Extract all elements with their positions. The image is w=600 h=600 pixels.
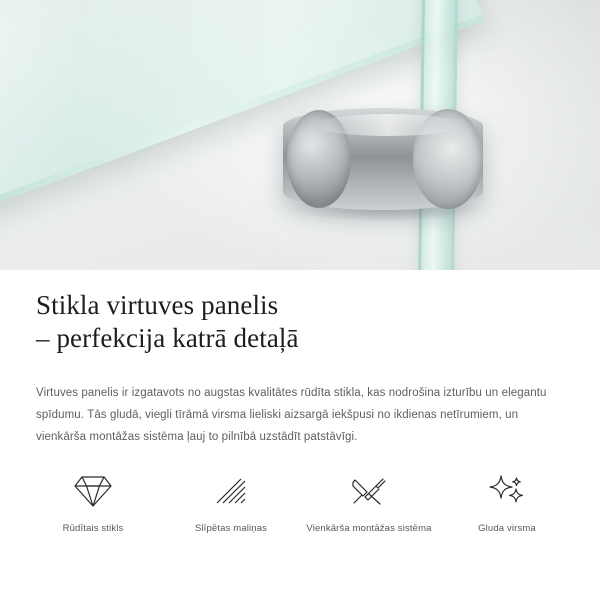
page-title [36,289,556,355]
diamond-icon [24,470,162,512]
feature-label: Gluda virsma [478,523,536,534]
sparkle-icon [438,470,576,512]
hero-image [0,0,600,270]
feature-item [438,470,576,534]
headline-line-2: – perfekcija katrā detaļā [36,323,299,353]
feature-item [162,470,300,534]
feature-label: Rūdītais stikls [62,523,124,534]
tools-icon [300,470,438,512]
feature-list [24,470,576,534]
standoff-mount [283,108,483,210]
feature-label: Vienkārša montāžas sistēma [306,523,432,534]
standoff-highlight [313,114,463,136]
content-section [0,270,600,600]
polished-edges-icon [162,470,300,512]
body-description: Virtuves panelis ir izgatavots no augstas kvalitātes rūdīta stikla, kas nodrošina izturību un elegantu spīdumu. Tās gludā, viegli tīrāmā virsma lieliski aizsargā iekšpusi no ikdienas netīrumiem, un vienkārša montāžas sistēma ļauj to pilnībā uzstādīt patstāvīgi. [36,386,547,443]
feature-item [24,470,162,534]
feature-item [300,470,438,534]
headline-line-1: Stikla virtuves panelis [36,290,279,320]
feature-label: Slīpētas maliņas [194,523,268,534]
